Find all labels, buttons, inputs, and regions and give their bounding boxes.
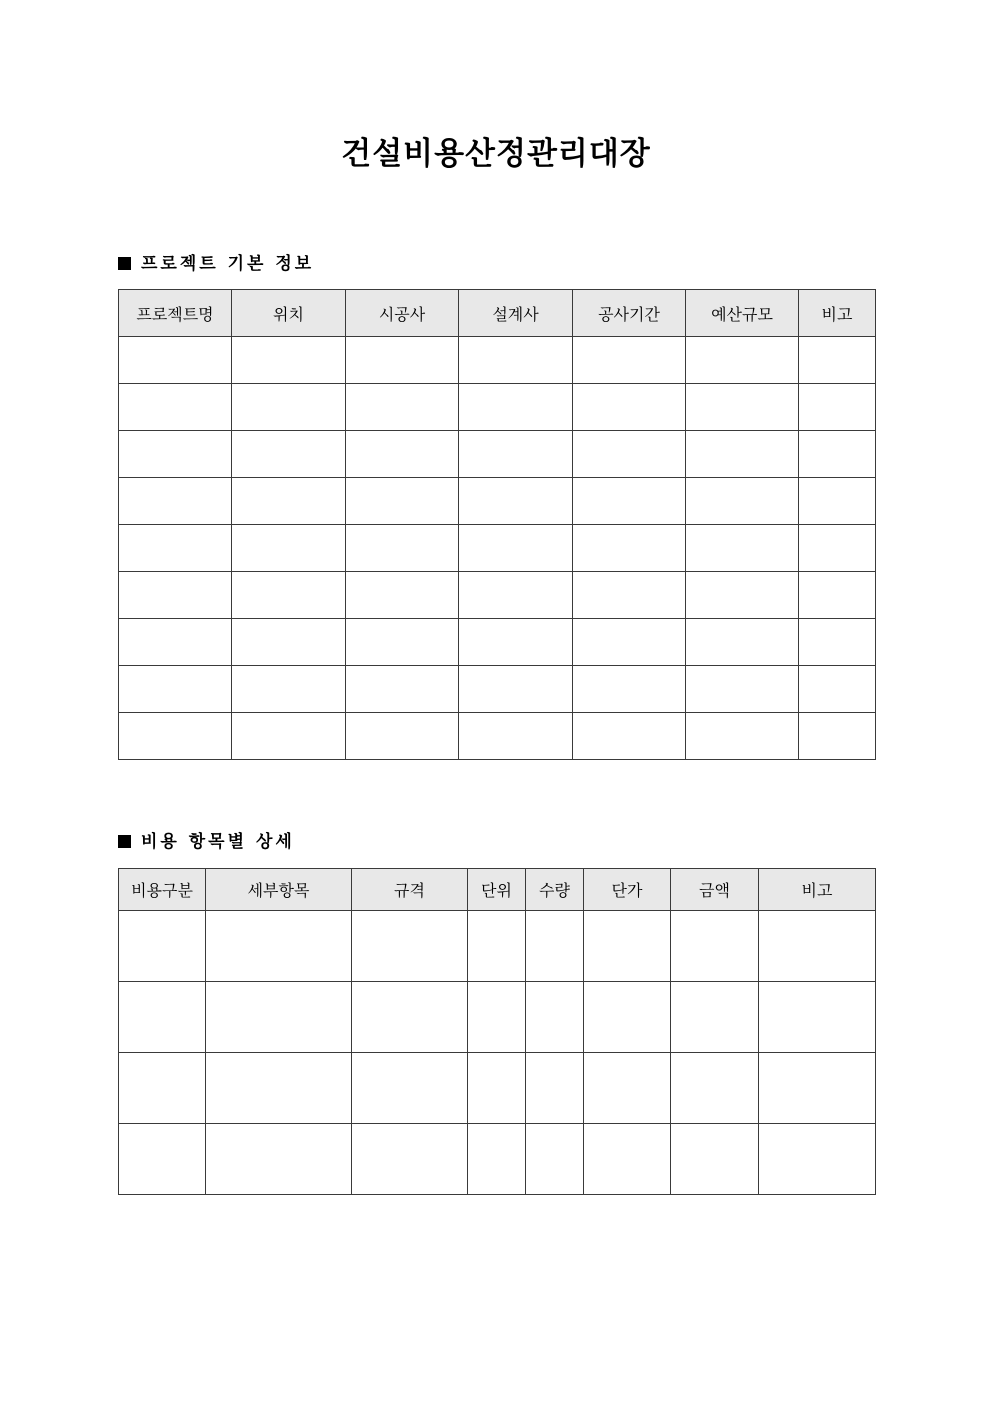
table-cell[interactable] bbox=[759, 1124, 876, 1195]
table-cell[interactable] bbox=[346, 384, 459, 431]
table-row bbox=[119, 713, 876, 760]
table-cell[interactable] bbox=[232, 384, 346, 431]
table-cell[interactable] bbox=[459, 384, 573, 431]
table-cell[interactable] bbox=[459, 666, 573, 713]
table-cell[interactable] bbox=[459, 431, 573, 478]
cost-table-body bbox=[119, 911, 876, 1195]
table-cell[interactable] bbox=[686, 525, 799, 572]
table-cell[interactable] bbox=[799, 337, 876, 384]
table-cell[interactable] bbox=[686, 384, 799, 431]
project-info-table bbox=[118, 289, 876, 760]
table-cell[interactable] bbox=[799, 619, 876, 666]
table-cell[interactable] bbox=[686, 337, 799, 384]
table-row bbox=[119, 666, 876, 713]
table-cell[interactable] bbox=[346, 572, 459, 619]
table-cell[interactable] bbox=[232, 572, 346, 619]
table-cell[interactable] bbox=[671, 1053, 759, 1124]
column-header-contractor: 시공사 bbox=[346, 290, 459, 337]
table-cell[interactable] bbox=[799, 666, 876, 713]
project-table-body bbox=[119, 337, 876, 760]
table-cell[interactable] bbox=[468, 911, 526, 982]
table-cell[interactable] bbox=[206, 1124, 352, 1195]
table-cell[interactable] bbox=[526, 1053, 584, 1124]
table-cell[interactable] bbox=[468, 1124, 526, 1195]
section-heading-label: 비용 항목별 상세 bbox=[141, 832, 295, 852]
column-header-detail-item: 세부항목 bbox=[206, 869, 352, 911]
section-heading-project-info bbox=[118, 252, 314, 276]
table-cell[interactable] bbox=[119, 982, 206, 1053]
table-cell[interactable] bbox=[584, 1124, 671, 1195]
table-cell[interactable] bbox=[671, 982, 759, 1053]
column-header-construction-period: 공사기간 bbox=[573, 290, 686, 337]
table-cell[interactable] bbox=[119, 572, 232, 619]
column-header-remarks: 비고 bbox=[799, 290, 876, 337]
column-header-remarks: 비고 bbox=[759, 869, 876, 911]
table-row bbox=[119, 525, 876, 572]
square-bullet-icon bbox=[118, 835, 131, 848]
table-cell[interactable] bbox=[346, 431, 459, 478]
table-cell[interactable] bbox=[584, 911, 671, 982]
table-cell[interactable] bbox=[119, 619, 232, 666]
table-cell[interactable] bbox=[346, 337, 459, 384]
table-cell[interactable] bbox=[468, 982, 526, 1053]
table-cell[interactable] bbox=[346, 478, 459, 525]
table-row bbox=[119, 478, 876, 525]
table-row bbox=[119, 619, 876, 666]
table-row bbox=[119, 1053, 876, 1124]
table-cell[interactable] bbox=[526, 1124, 584, 1195]
table-cell[interactable] bbox=[759, 911, 876, 982]
table-cell[interactable] bbox=[352, 982, 468, 1053]
table-cell[interactable] bbox=[686, 666, 799, 713]
table-cell[interactable] bbox=[206, 982, 352, 1053]
table-cell[interactable] bbox=[119, 337, 232, 384]
table-cell[interactable] bbox=[119, 666, 232, 713]
table-cell[interactable] bbox=[119, 1124, 206, 1195]
column-header-project-name: 프로젝트명 bbox=[119, 290, 232, 337]
table-cell[interactable] bbox=[352, 1053, 468, 1124]
table-cell[interactable] bbox=[686, 478, 799, 525]
table-cell[interactable] bbox=[799, 478, 876, 525]
table-cell[interactable] bbox=[799, 431, 876, 478]
table-row bbox=[119, 431, 876, 478]
table-cell[interactable] bbox=[573, 572, 686, 619]
table-cell[interactable] bbox=[526, 982, 584, 1053]
table-cell[interactable] bbox=[459, 525, 573, 572]
table-cell[interactable] bbox=[671, 1124, 759, 1195]
table-cell[interactable] bbox=[459, 572, 573, 619]
table-cell[interactable] bbox=[573, 713, 686, 760]
table-cell[interactable] bbox=[119, 1053, 206, 1124]
column-header-location: 위치 bbox=[232, 290, 346, 337]
column-header-cost-category: 비용구분 bbox=[119, 869, 206, 911]
column-header-budget-scale: 예산규모 bbox=[686, 290, 799, 337]
table-cell[interactable] bbox=[573, 384, 686, 431]
table-cell[interactable] bbox=[352, 911, 468, 982]
table-cell[interactable] bbox=[459, 619, 573, 666]
table-cell[interactable] bbox=[119, 911, 206, 982]
column-header-quantity: 수량 bbox=[526, 869, 584, 911]
section-heading-cost-detail bbox=[118, 830, 295, 854]
table-row bbox=[119, 982, 876, 1053]
cost-detail-table bbox=[118, 868, 876, 1195]
table-cell[interactable] bbox=[573, 478, 686, 525]
column-header-unit-price: 단가 bbox=[584, 869, 671, 911]
table-header-row bbox=[119, 869, 876, 911]
table-cell[interactable] bbox=[346, 619, 459, 666]
table-cell[interactable] bbox=[232, 666, 346, 713]
document-title: 건설비용산정관리대장 bbox=[341, 136, 651, 172]
table-cell[interactable] bbox=[232, 525, 346, 572]
table-cell[interactable] bbox=[671, 911, 759, 982]
table-cell[interactable] bbox=[686, 572, 799, 619]
table-cell[interactable] bbox=[573, 619, 686, 666]
table-cell[interactable] bbox=[799, 713, 876, 760]
table-cell[interactable] bbox=[232, 478, 346, 525]
table-cell[interactable] bbox=[799, 572, 876, 619]
table-cell[interactable] bbox=[346, 525, 459, 572]
table-cell[interactable] bbox=[232, 431, 346, 478]
table-cell[interactable] bbox=[232, 337, 346, 384]
table-cell[interactable] bbox=[573, 525, 686, 572]
table-cell[interactable] bbox=[232, 619, 346, 666]
table-row bbox=[119, 911, 876, 982]
section-heading-label: 프로젝트 기본 정보 bbox=[141, 254, 315, 274]
table-cell[interactable] bbox=[206, 1053, 352, 1124]
table-row bbox=[119, 1124, 876, 1195]
table-cell[interactable] bbox=[573, 666, 686, 713]
column-header-amount: 금액 bbox=[671, 869, 759, 911]
table-row bbox=[119, 337, 876, 384]
table-cell[interactable] bbox=[352, 1124, 468, 1195]
column-header-specification: 규격 bbox=[352, 869, 468, 911]
table-header-row bbox=[119, 290, 876, 337]
table-cell[interactable] bbox=[232, 713, 346, 760]
square-bullet-icon bbox=[118, 257, 131, 270]
table-cell[interactable] bbox=[526, 911, 584, 982]
table-cell[interactable] bbox=[468, 1053, 526, 1124]
table-cell[interactable] bbox=[573, 431, 686, 478]
table-cell[interactable] bbox=[584, 982, 671, 1053]
table-cell[interactable] bbox=[346, 666, 459, 713]
table-cell[interactable] bbox=[799, 384, 876, 431]
table-cell[interactable] bbox=[459, 713, 573, 760]
table-row bbox=[119, 384, 876, 431]
table-cell[interactable] bbox=[799, 525, 876, 572]
table-cell[interactable] bbox=[686, 713, 799, 760]
table-cell[interactable] bbox=[459, 478, 573, 525]
table-cell[interactable] bbox=[686, 619, 799, 666]
table-cell[interactable] bbox=[206, 911, 352, 982]
table-cell[interactable] bbox=[759, 1053, 876, 1124]
table-cell[interactable] bbox=[759, 982, 876, 1053]
table-cell[interactable] bbox=[573, 337, 686, 384]
column-header-designer: 설계사 bbox=[459, 290, 573, 337]
table-cell[interactable] bbox=[119, 384, 232, 431]
table-cell[interactable] bbox=[346, 713, 459, 760]
table-cell[interactable] bbox=[459, 337, 573, 384]
table-cell[interactable] bbox=[119, 431, 232, 478]
column-header-unit: 단위 bbox=[468, 869, 526, 911]
table-row bbox=[119, 572, 876, 619]
table-cell[interactable] bbox=[119, 713, 232, 760]
table-cell[interactable] bbox=[119, 525, 232, 572]
table-cell[interactable] bbox=[686, 431, 799, 478]
table-cell[interactable] bbox=[584, 1053, 671, 1124]
table-cell[interactable] bbox=[119, 478, 232, 525]
